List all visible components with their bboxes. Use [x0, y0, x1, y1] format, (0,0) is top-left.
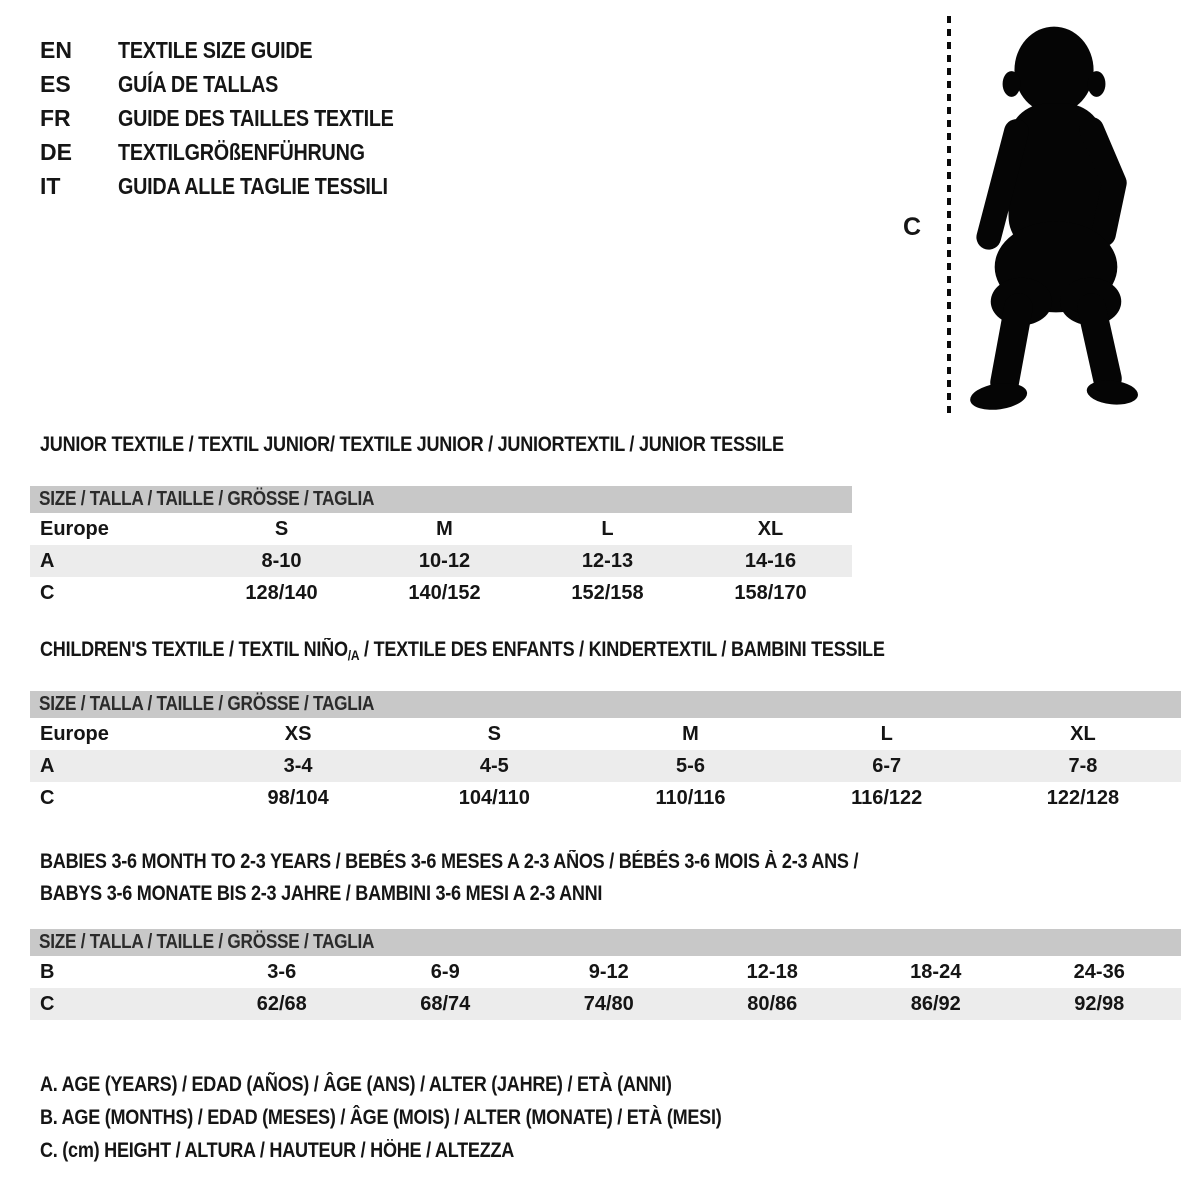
- cell-value: 3-6: [267, 960, 297, 983]
- language-title: GUIDE DES TAILLES TEXTILE: [118, 104, 394, 131]
- cell-value: 9-12: [588, 960, 629, 983]
- cell-value: 6-7: [872, 754, 902, 777]
- column-header: L: [601, 517, 614, 540]
- children-title-sub: /A: [347, 647, 360, 663]
- children-title-post: / TEXTILE DES ENFANTS / KINDERTEXTIL / BAMBINI TESSILE: [359, 638, 885, 661]
- cell-value: 122/128: [1046, 786, 1120, 809]
- cell-value: 158/170: [734, 581, 807, 604]
- cell-value: 62/68: [256, 992, 307, 1015]
- table-row: [30, 988, 1181, 1020]
- junior-section-title-text: JUNIOR TEXTILE / TEXTIL JUNIOR/ TEXTILE JUNIOR / JUNIORTEXTIL / JUNIOR TESSILE: [40, 433, 784, 456]
- column-header: S: [274, 517, 289, 540]
- cell-value: 68/74: [420, 992, 471, 1015]
- height-measure-label: C: [903, 213, 922, 241]
- language-row-it: [40, 169, 439, 203]
- table-row: [30, 545, 852, 577]
- children-size-table: [30, 691, 1181, 814]
- cell-value: 80/86: [747, 992, 798, 1015]
- babies-section-title-line1: [40, 850, 991, 874]
- cell-value: 3-4: [283, 754, 313, 777]
- language-row-es: [40, 67, 439, 101]
- language-title: GUÍA DE TALLAS: [118, 70, 279, 97]
- language-title: TEXTILGRÖßENFÜHRUNG: [118, 138, 365, 165]
- table-header-row: [30, 718, 1181, 750]
- cell-value: 10-12: [418, 549, 471, 572]
- column-header: S: [487, 722, 501, 745]
- cell-value: 12-13: [581, 549, 634, 572]
- language-code: FR: [40, 104, 71, 131]
- language-title: TEXTILE SIZE GUIDE: [118, 36, 313, 63]
- size-header-text: SIZE / TALLA / TAILLE / GRÖSSE / TAGLIA: [39, 931, 375, 953]
- table-row: [30, 750, 1181, 782]
- row-label: A: [40, 549, 55, 572]
- size-header-text: SIZE / TALLA / TAILLE / GRÖSSE / TAGLIA: [39, 488, 375, 510]
- footnote-b: [40, 1101, 832, 1134]
- cell-value: 12-18: [746, 960, 798, 983]
- column-header: L: [880, 722, 893, 745]
- table-row: [30, 956, 1181, 988]
- cell-value: 14-16: [744, 549, 797, 572]
- children-section-title: [40, 638, 1022, 663]
- table-header-row: [30, 513, 852, 545]
- cell-value: 92/98: [1074, 992, 1125, 1015]
- size-header-bar: [30, 486, 852, 513]
- footnote-c: [40, 1134, 832, 1167]
- cell-value: 104/110: [458, 786, 530, 809]
- size-header-text: SIZE / TALLA / TAILLE / GRÖSSE / TAGLIA: [39, 693, 375, 715]
- column-header: M: [436, 517, 453, 540]
- cell-value: 86/92: [910, 992, 961, 1015]
- cell-value: 24-36: [1073, 960, 1125, 983]
- language-row-fr: [40, 101, 439, 135]
- footnote-a: [40, 1068, 832, 1101]
- cell-value: 128/140: [245, 581, 318, 604]
- cell-value: 4-5: [479, 754, 509, 777]
- babies-section-title-line2: [40, 882, 694, 906]
- language-code: EN: [40, 36, 72, 63]
- row-label: C: [40, 992, 55, 1015]
- cell-value: 74/80: [583, 992, 634, 1015]
- cell-value: 8-10: [261, 549, 302, 572]
- column-header: XL: [1070, 722, 1096, 745]
- column-header: Europe: [40, 722, 109, 745]
- footnotes: [40, 1068, 832, 1167]
- cell-value: 98/104: [267, 786, 329, 809]
- cell-value: 6-9: [430, 960, 460, 983]
- babies-title-line2-text: BABYS 3-6 MONATE BIS 2-3 JAHRE / BAMBINI 3-6 MESI A 2-3 ANNI: [40, 882, 603, 905]
- height-dashed-line: [947, 16, 951, 416]
- cell-value: 152/158: [571, 581, 644, 604]
- language-row-de: [40, 135, 439, 169]
- table-row: [30, 782, 1181, 814]
- row-label: C: [40, 581, 55, 604]
- row-label: C: [40, 786, 55, 809]
- children-section-title-text: [40, 638, 885, 663]
- size-header-bar: [30, 691, 1181, 718]
- cell-value: 140/152: [408, 581, 481, 604]
- language-row-en: [40, 33, 439, 67]
- size-header-bar: [30, 929, 1181, 956]
- cell-value: 7-8: [1068, 754, 1098, 777]
- column-header: Europe: [40, 517, 109, 540]
- footnote-a-text: A. AGE (YEARS) / EDAD (AÑOS) / ÂGE (ANS) / ALTER (JAHRE) / ETÀ (ANNI): [40, 1072, 672, 1096]
- junior-size-table: [30, 486, 852, 609]
- table-row: [30, 577, 852, 609]
- row-label: A: [40, 754, 55, 777]
- footnote-b-text: B. AGE (MONTHS) / EDAD (MESES) / ÂGE (MOIS) / ALTER (MONATE) / ETÀ (MESI): [40, 1105, 722, 1129]
- language-code: DE: [40, 138, 72, 165]
- cell-value: 5-6: [676, 754, 705, 777]
- cell-value: 116/122: [851, 786, 923, 809]
- babies-title-line1-text: BABIES 3-6 MONTH TO 2-3 YEARS / BEBÉS 3-6 MESES A 2-3 AÑOS / BÉBÉS 3-6 MOIS À 2-3 ANS /: [40, 850, 859, 873]
- junior-section-title: [40, 433, 905, 457]
- footnote-c-text: C. (cm) HEIGHT / ALTURA / HAUTEUR / HÖHE / ALTEZZA: [40, 1138, 515, 1162]
- language-title-list: [40, 33, 439, 203]
- language-code: IT: [40, 172, 61, 199]
- cell-value: 18-24: [910, 960, 962, 983]
- row-label: B: [40, 960, 55, 983]
- children-title-pre: CHILDREN'S TEXTILE / TEXTIL NIÑO: [40, 638, 348, 661]
- babies-size-table: [30, 929, 1181, 1020]
- column-header: M: [682, 722, 699, 745]
- cell-value: 110/116: [655, 786, 726, 809]
- toddler-silhouette-image: [967, 13, 1145, 417]
- column-header: XL: [757, 517, 784, 540]
- language-title: GUIDA ALLE TAGLIE TESSILI: [118, 172, 388, 199]
- language-code: ES: [40, 70, 71, 97]
- column-header: XS: [284, 722, 312, 745]
